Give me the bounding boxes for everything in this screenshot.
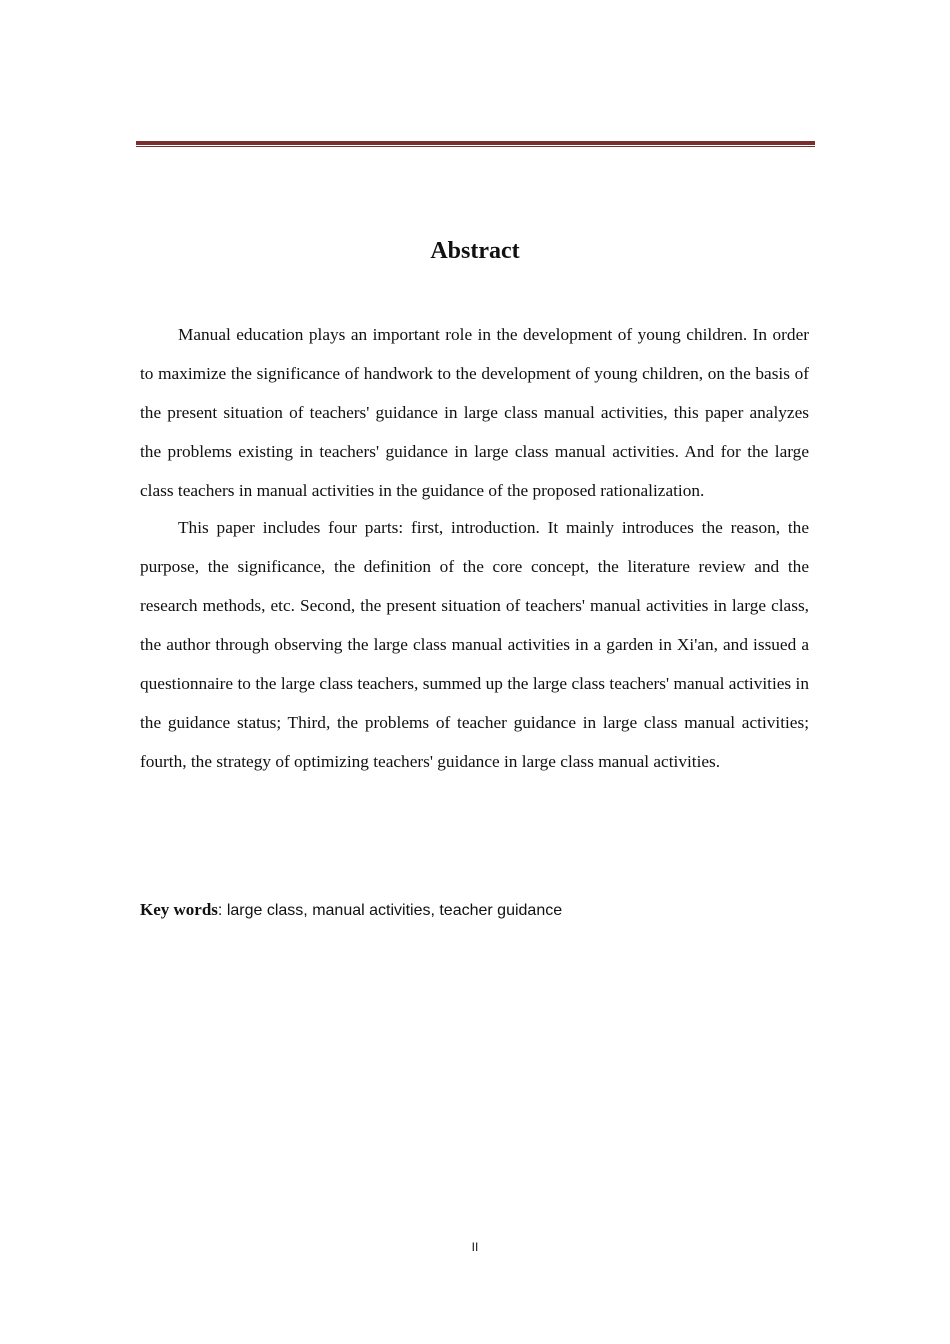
keywords-value: large class, manual activities, teacher guidance [222, 902, 563, 919]
keywords-separator: : [217, 902, 223, 919]
abstract-paragraph: Manual education plays an important role in the development of young children. In order to maximize the significance of handwork to the development of young children, on the basis of the present situation of teachers' guidance in large class manual activities, this paper analyzes the problems existing in teachers' guidance in large class manual activities. And for the large class teachers in manual activities in the guidance of the proposed rationalization. [140, 325, 809, 500]
header-rule-thin-line [136, 146, 815, 147]
header-rule-thick-line [136, 141, 815, 145]
page-title: Abstract [430, 238, 520, 264]
keywords-line [140, 897, 809, 924]
abstract-body [140, 315, 809, 779]
abstract-paragraph: This paper includes four parts: first, introduction. It mainly introduces the reason, the purpose, the significance, the definition of the core concept, the literature review and the research methods, etc. Second, the present situation of teachers' manual activities in large class, the author through observing the large class manual activities in a garden in Xi'an, and issued a questionnaire to the large class teachers, summed up the large class teachers' manual activities in the guidance status; Third, the problems of teacher guidance in large class manual activities; fourth, the strategy of optimizing teachers' guidance in large class manual activities. [140, 518, 809, 771]
page-number: II [471, 1240, 479, 1254]
keywords-label: Key words [140, 900, 218, 919]
header-rule [136, 141, 815, 148]
